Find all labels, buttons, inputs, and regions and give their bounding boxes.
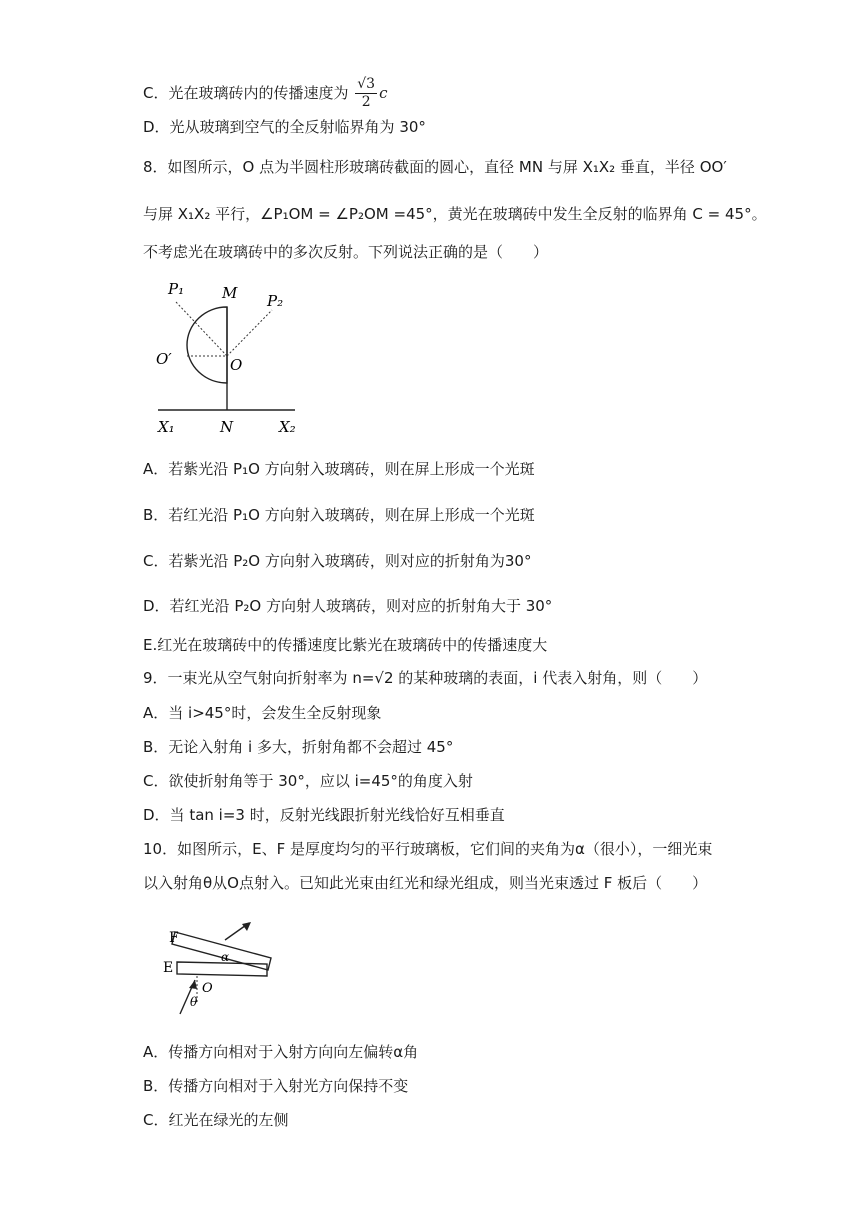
q10-stem-line2: 以入射角θ从O点射入。已知此光束由红光和绿光组成，则当光束透过 F 板后（ ） <box>143 874 708 892</box>
q10-option-b: B．传播方向相对于入射光方向保持不变 <box>143 1077 409 1095</box>
q10-option-c: C．红光在绿光的左侧 <box>143 1111 289 1129</box>
q8-stem-line1: 8．如图所示，O 点为半圆柱形玻璃砖截面的圆心，直径 MN 与屏 X₁X₂ 垂直，半径 OO′ <box>143 158 727 176</box>
q8-option-e: E.红光在玻璃砖中的传播速度比紫光在玻璃砖中的传播速度大 <box>143 636 548 654</box>
label-o: O <box>202 981 213 996</box>
label-o-prime: O′ <box>156 350 172 368</box>
label-x2: X₂ <box>279 418 296 436</box>
q10-option-a: A．传播方向相对于入射方向向左偏转α角 <box>143 1043 419 1061</box>
q7-option-d: D．光从玻璃到空气的全反射临界角为 30° <box>143 118 426 136</box>
q9-stem: 9．一束光从空气射向折射率为 n=√2 的某种玻璃的表面，i 代表入射角，则（ ） <box>143 669 708 687</box>
label-alpha: α <box>221 950 230 964</box>
q8-stem-line3: 不考虑光在玻璃砖中的多次反射。下列说法正确的是（ ） <box>143 243 549 261</box>
q7-option-c-text: C．光在玻璃砖内的传播速度为 <box>143 84 349 102</box>
label-theta: θ <box>190 995 198 1009</box>
q10-stem-line1: 10．如图所示，E、F 是厚度均匀的平行玻璃板，它们间的夹角为α（很小），一细光束 <box>143 840 713 858</box>
q8-option-d: D．若红光沿 P₂O 方向射人玻璃砖，则对应的折射角大于 30° <box>143 597 553 615</box>
q10-glass-plates-figure <box>155 920 285 1020</box>
label-m: M <box>222 284 238 302</box>
label-p2: P₂ <box>267 292 284 310</box>
q7-option-c <box>143 76 388 111</box>
ray-p1-o <box>176 302 227 356</box>
q8-stem-line2: 与屏 X₁X₂ 平行，∠P₁OM = ∠P₂OM =45°，黄光在玻璃砖中发生全反射的临界角 C = 45°。 <box>143 205 767 223</box>
fraction-denominator: 2 <box>361 94 371 110</box>
fraction-numerator: √3 <box>357 76 376 92</box>
semicircle-glass-outline <box>187 307 227 383</box>
label-x1: X₁ <box>158 418 175 436</box>
ray-p2-o <box>227 310 272 356</box>
label-n: N <box>220 418 234 436</box>
speed-of-light-symbol: c <box>379 84 388 102</box>
q8-option-b: B．若红光沿 P₁O 方向射入玻璃砖，则在屏上形成一个光斑 <box>143 506 535 524</box>
q9-option-c: C．欲使折射角等于 30°，应以 i=45°的角度入射 <box>143 772 473 790</box>
label-o: O <box>230 356 243 374</box>
q9-option-d: D．当 tan i=3 时，反射光线跟折射光线恰好互相垂直 <box>143 806 505 824</box>
q8-option-a: A．若紫光沿 P₁O 方向射入玻璃砖，则在屏上形成一个光斑 <box>143 460 535 478</box>
fraction <box>355 76 377 111</box>
plate-e <box>177 962 267 976</box>
q9-option-a: A．当 i>45°时，会发生全反射现象 <box>143 704 382 722</box>
label-p1: P₁ <box>168 280 185 298</box>
label-e: E <box>163 960 174 976</box>
q8-option-c: C．若紫光沿 P₂O 方向射入玻璃砖，则对应的折射角为30° <box>143 552 532 570</box>
label-f: F <box>169 930 179 946</box>
q9-option-b: B．无论入射角 i 多大，折射角都不会超过 45° <box>143 738 454 756</box>
q8-semicircle-figure <box>150 272 310 447</box>
incident-arrow-icon <box>189 980 197 989</box>
